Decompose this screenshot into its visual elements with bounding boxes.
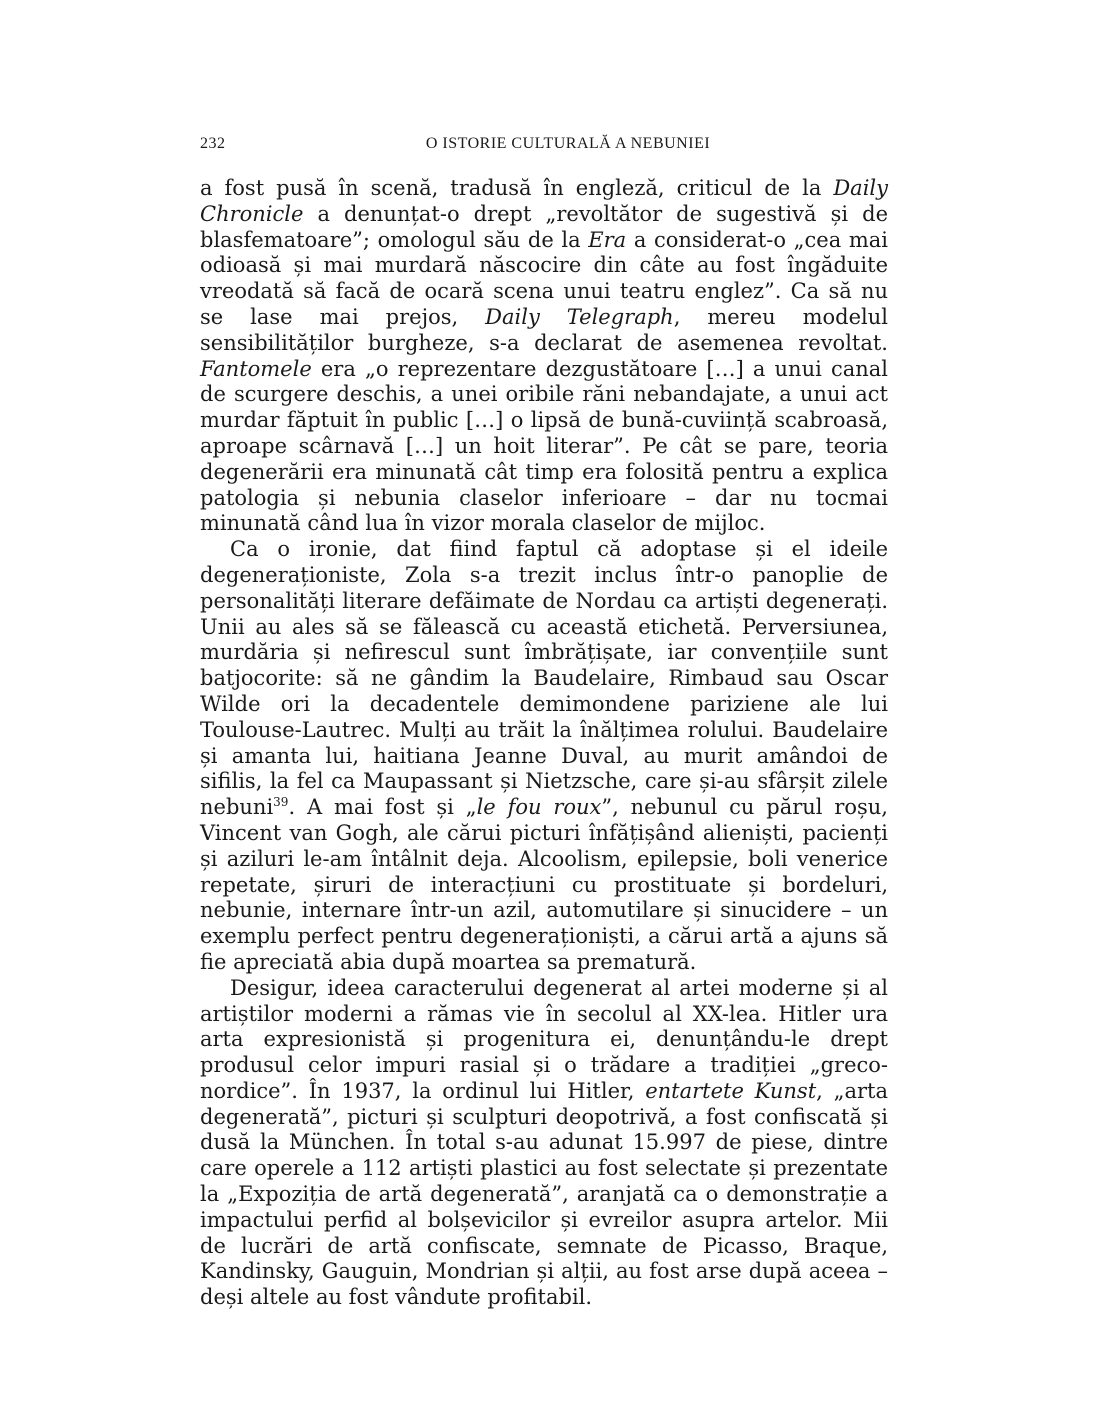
italic-text: le fou roux (476, 795, 602, 820)
text-run: ”, nebunul cu părul roșu, Vincent van Gogh, ale cărui picturi înfățișând alieniști, pacienți și aziluri le-am întâlnit deja. Alcoolism, epilepsie, boli venerice repetate, șiruri de interacțiuni cu prostituate și bordeluri, nebunie, internare într-un azil, automutilare și sinucidere – un exemplu perfect pentru degeneraționiști, a cărui artă a ajuns să fie apreciată abia după moartea sa prematură. (200, 795, 888, 974)
text-run: Ca o ironie, dat fiind faptul că adoptase și el ideile degeneraționiste, Zola s-a trezit inclus într-o panoplie de personalități literare defăimate de Nordau ca artiști degenerați. Unii au ales să se fălească cu această etichetă. Perversiunea, murdăria și nefirescul sunt îmbrățișate, iar convențiile sunt batjocorite: să ne gândim la Baudelaire, Rimbaud sau Oscar Wilde ori la decadentele demimondene pariziene ale lui Toulouse-Lautrec. Mulți au trăit la înălțimea rolului. Baudelaire și amanta lui, haitiana Jeanne Duval, au murit amândoi de sifilis, la fel ca Maupassant și Nietzsche, care și-au sfârșit zilele nebuni (200, 537, 888, 820)
text-run: a considerat-o „cea mai odioasă și mai murdară născocire din câte au fost îngăduite vreodată să facă de ocară scena unui teatru englez”. Ca să nu se lase mai prejos, (200, 227, 888, 329)
text-run: a denunțat-o drept „revoltător de sugestivă și de blasfematoare”; omologul său de la (200, 201, 888, 252)
paragraph-2 (200, 537, 888, 976)
page-header (200, 135, 888, 159)
text-run: Desigur, ideea caracterului degenerat al artei moderne și al artiștilor moderni a rămas vie în secolul al XX-lea. Hitler ura arta expresionistă și progenitura ei, denunțându-le drept produsul celor impuri rasial și o trădare a tradiției „greco-nordice”. În 1937, la ordinul lui Hitler, (200, 975, 888, 1103)
italic-text: Era (588, 227, 627, 252)
text-run: era „o reprezentare dezgustătoare […] a unui canal de scurgere deschis, a unei oribile răni nebandajate, a unui act murdar făptuit în public […] o lipsă de bună-cuviință scabroasă, aproape scârnavă […] un hoit literar”. Pe cât se pare, teoria degenerării era minunată cât timp era folosită pentru a explica patologia și nebunia claselor inferioare – dar nu tocmai minunată când lua în vizor morala claselor de mijloc. (200, 356, 888, 536)
text-run: , „arta degenerată”, picturi și sculpturi deopotrivă, a fost confiscată și dusă la München. În total s-au adunat 15.997 de piese, dintre care operele a 112 artiști plastici au fost selectate și prezentate la „Expoziția de artă degenerată”, aranjată ca o demonstrație a impactului perfid al bolșevicilor și evreilor asupra artelor. Mii de lucrări de artă confiscate, semnate de Picasso, Braque, Kandinsky, Gauguin, Mondrian și alții, au fost arse după aceea – deși altele au fost vândute profitabil. (200, 1078, 889, 1310)
page-number: 232 (200, 135, 226, 152)
italic-text: entartete Kunst (645, 1078, 817, 1103)
text-run: . A mai fost și „ (288, 795, 477, 820)
running-title: O ISTORIE CULTURALĂ A NEBUNIEI (425, 135, 711, 152)
italic-text: Daily Telegraph (485, 304, 674, 329)
paragraph-3 (200, 976, 888, 1311)
italic-text: Daily Chronicle (200, 176, 888, 226)
text-run: , mereu modelul sensibilităților burgheze, s-a declarat de asemenea revoltat. (200, 304, 888, 355)
paragraph-1 (200, 176, 888, 537)
footnote-ref: 39 (273, 795, 289, 810)
italic-text: Fantomele (200, 356, 312, 381)
body-text (200, 176, 888, 1311)
text-run: a fost pusă în scenă, tradusă în engleză, criticul de la (200, 176, 834, 200)
